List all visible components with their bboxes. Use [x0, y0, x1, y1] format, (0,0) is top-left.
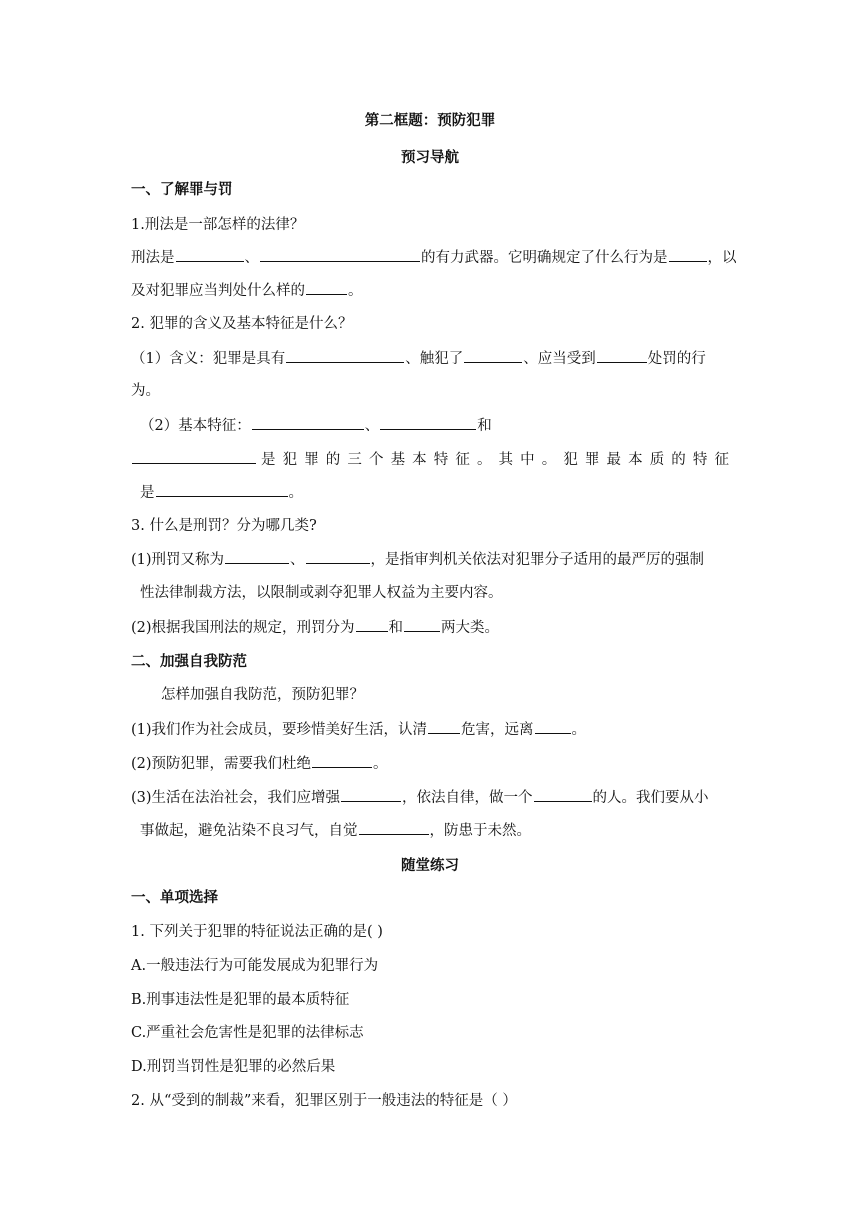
- fill-blank[interactable]: [356, 617, 388, 632]
- spaced-char: 本: [628, 452, 643, 468]
- question-2-line-1: （1）含义：犯罪是具有 、触犯了 、应当受到 处罚的行: [131, 348, 729, 369]
- fill-blank[interactable]: [225, 549, 289, 564]
- spaced-char: 罪: [304, 452, 319, 468]
- fill-blank[interactable]: [312, 753, 372, 768]
- mc-question-2: 2. 从“受到的制裁”来看，犯罪区别于一般违法的特征是（ ）: [131, 1093, 517, 1109]
- fill-blank[interactable]: [341, 787, 401, 802]
- part-heading-1: 一、了解罪与罚: [131, 182, 233, 198]
- question-3: 3. 什么是刑罚？分为哪几类?: [131, 518, 317, 534]
- question-2-line-5: 是 。: [131, 482, 729, 503]
- part2-line-4: 事做起，避免沾染不良习气，自觉 ，防患于未然。: [131, 820, 729, 841]
- page-title: 第二框题：预防犯罪: [364, 113, 496, 129]
- spaced-char: 三: [347, 452, 362, 468]
- spaced-char: 犯: [282, 452, 298, 468]
- fill-blank[interactable]: [286, 348, 404, 363]
- section-heading-preview: 预习导航: [401, 150, 459, 166]
- fill-blank[interactable]: [380, 415, 476, 430]
- part2-line-3: (3)生活在法治社会，我们应增强 ，依法自律，做一个 的人。我们要从小: [131, 787, 729, 808]
- spaced-char: 基: [390, 452, 406, 468]
- spaced-char: 征: [714, 452, 729, 468]
- spaced-char: 特: [692, 452, 708, 468]
- question-2: 2. 犯罪的含义及基本特征是什么？: [131, 316, 353, 332]
- fill-blank[interactable]: [252, 415, 364, 430]
- spaced-char: 质: [649, 452, 665, 468]
- mc-option-b[interactable]: B.刑事违法性是犯罪的最本质特征: [131, 992, 350, 1008]
- fill-blank[interactable]: [669, 247, 707, 262]
- section-heading-practice: 随堂练习: [401, 858, 459, 874]
- spaced-char: 中: [520, 452, 535, 468]
- fill-blank[interactable]: [156, 482, 288, 497]
- fill-blank[interactable]: [597, 348, 647, 363]
- spaced-char: 。: [476, 452, 492, 468]
- spaced-char: 罪: [584, 452, 600, 468]
- fill-blank[interactable]: [464, 348, 522, 363]
- question-1-line-2: 及对犯罪应当判处什么样的 。: [131, 280, 729, 301]
- fill-blank[interactable]: [132, 449, 256, 464]
- question-2-line-3: （2）基本特征： 、 和: [131, 415, 729, 436]
- part-heading-3: 一、单项选择: [131, 890, 218, 906]
- justified-text: [261, 450, 729, 470]
- fill-blank[interactable]: [260, 247, 420, 262]
- question-3-line-2: 性法律制裁方法，以限制或剥夺犯罪人权益为主要内容。: [140, 585, 503, 601]
- mc-question-1: 1. 下列关于犯罪的特征说法正确的是( ): [131, 924, 383, 940]
- question-2-line-4: [131, 449, 729, 470]
- fill-blank[interactable]: [359, 820, 429, 835]
- spaced-char: 征: [455, 452, 470, 468]
- fill-blank[interactable]: [534, 787, 592, 802]
- mc-option-d[interactable]: D.刑罚当罚性是犯罪的必然后果: [131, 1059, 336, 1075]
- question-3-line-3: (2)根据我国刑法的规定，刑罚分为 和 两大类。: [131, 617, 729, 638]
- question-1-line-1: 刑法是 、 的有力武器。它明确规定了什么行为是 ，以: [131, 247, 729, 268]
- spaced-char: 犯: [563, 452, 578, 468]
- spaced-char: 特: [433, 452, 449, 468]
- spaced-char: 的: [671, 452, 686, 468]
- fill-blank[interactable]: [535, 719, 571, 734]
- fill-blank[interactable]: [306, 280, 347, 295]
- spaced-char: 。: [541, 452, 557, 468]
- spaced-char: 个: [368, 452, 384, 468]
- spaced-char: 其: [498, 452, 514, 468]
- part2-line-2: (2)预防犯罪，需要我们杜绝 。: [131, 753, 729, 774]
- question-3-line-1: (1)刑罚又称为 、 ，是指审判机关依法对犯罪分子适用的最严厉的强制: [131, 549, 729, 570]
- spaced-char: 的: [325, 452, 341, 468]
- mc-option-c[interactable]: C.严重社会危害性是犯罪的法律标志: [131, 1025, 364, 1041]
- mc-option-a[interactable]: A.一般违法行为可能发展成为犯罪行为: [131, 958, 379, 974]
- question-1: 1.刑法是一部怎样的法律？: [131, 217, 305, 233]
- spaced-char: 最: [606, 452, 621, 468]
- part-heading-2: 二、加强自我防范: [131, 654, 247, 670]
- fill-blank[interactable]: [428, 719, 460, 734]
- part2-line-1: (1)我们作为社会成员，要珍惜美好生活，认清 危害，远离 。: [131, 719, 729, 740]
- spaced-char: 本: [412, 452, 427, 468]
- fill-blank[interactable]: [306, 549, 370, 564]
- fill-blank[interactable]: [404, 617, 440, 632]
- spaced-char: 是: [261, 452, 276, 468]
- part2-question: 怎样加强自我防范，预防犯罪？: [161, 687, 364, 703]
- fill-blank[interactable]: [176, 247, 244, 262]
- question-2-line-2: 为。: [131, 383, 160, 399]
